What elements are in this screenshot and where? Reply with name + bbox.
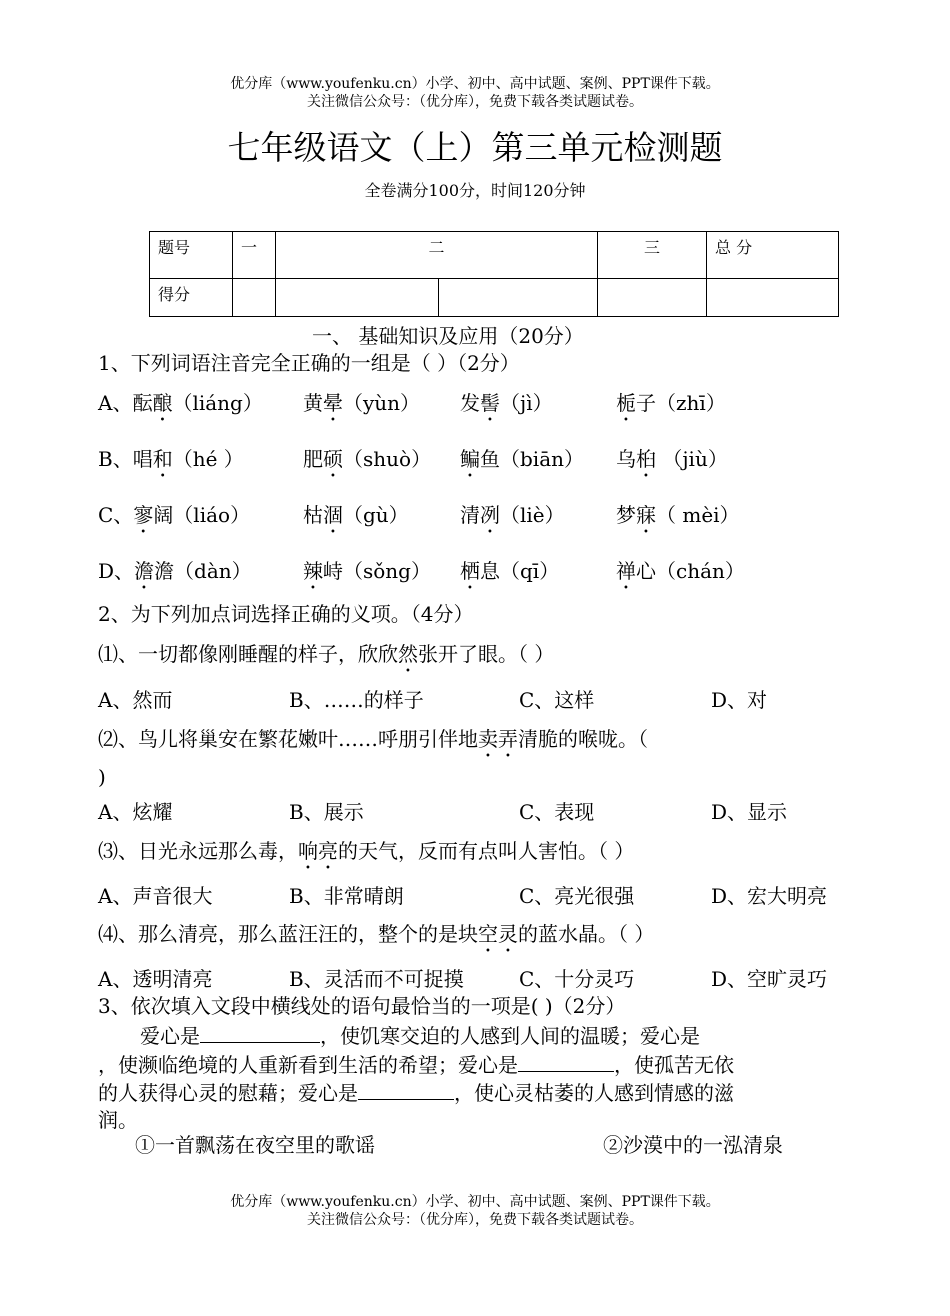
text: ⑶、日光永远那么毒， bbox=[98, 839, 298, 863]
text: 的天气，反而有点叫人害怕。（ ） bbox=[338, 839, 635, 863]
question-2-stem: 2、为下列加点词选择正确的义项。（4分） bbox=[98, 602, 474, 626]
q2-options-3 bbox=[98, 880, 827, 909]
text: （shuò） bbox=[343, 447, 432, 471]
option: D、宏大明亮 bbox=[711, 884, 828, 908]
option: D、空旷灵巧 bbox=[711, 967, 828, 991]
q1-option-c bbox=[98, 499, 740, 538]
option: D、对 bbox=[711, 688, 768, 712]
text: 黄 bbox=[303, 391, 323, 415]
dotted-word: 空灵 bbox=[478, 922, 518, 946]
text: （yùn） bbox=[343, 391, 421, 415]
option: C、这样 bbox=[519, 688, 595, 712]
dotted-word: 响亮 bbox=[298, 839, 338, 863]
score-cell[interactable] bbox=[707, 279, 839, 317]
text: 心（chán） bbox=[636, 559, 745, 583]
dotted-char: 晕 bbox=[323, 391, 343, 415]
option: C、表现 bbox=[519, 800, 595, 824]
q2-sub-1 bbox=[98, 638, 554, 677]
dotted-char: 酿 bbox=[152, 391, 173, 415]
section-heading: 一、 基础知识及应用（20分） bbox=[312, 324, 584, 348]
text: 峙（sǒng） bbox=[323, 559, 431, 583]
header-line-2: 关注微信公众号：（优分库），免费下载各类试题试卷。 bbox=[307, 94, 643, 110]
text: 鱼（biān） bbox=[480, 447, 585, 471]
dotted-char: 鳊 bbox=[460, 447, 480, 471]
text: ，使心灵枯萎的人感到情感的滋 bbox=[454, 1081, 734, 1105]
q2-sub-3 bbox=[98, 835, 634, 874]
score-cell[interactable] bbox=[276, 279, 439, 317]
text: （hé ） bbox=[172, 447, 244, 471]
text: ⑵、鸟儿将巢安在繁花嫩叶……呼朋引伴地 bbox=[98, 727, 478, 751]
score-table-row-label: 得分 bbox=[150, 279, 233, 317]
q2-sub-2 bbox=[98, 723, 648, 762]
text: 清脆的喉咙。（ bbox=[518, 727, 648, 751]
dotted-char: 髻 bbox=[480, 391, 500, 415]
question-3-stem: 3、依次填入文段中横线处的语句最恰当的一项是( )（2分） bbox=[98, 994, 626, 1018]
footer-line-1: 优分库（www.youfenku.cn）小学、初中、高中试题、案例、PPT课件下载。 bbox=[230, 1194, 720, 1210]
option: B、展示 bbox=[289, 800, 364, 824]
header-line-1: 优分库（www.youfenku.cn）小学、初中、高中试题、案例、PPT课件下载。 bbox=[230, 76, 720, 92]
text: 乌 bbox=[616, 447, 636, 471]
dotted-char: 栖 bbox=[460, 559, 480, 583]
dotted-char: 和 bbox=[152, 447, 173, 471]
text: C、 bbox=[98, 503, 134, 527]
text: 肥 bbox=[303, 447, 323, 471]
option: A、然而 bbox=[98, 688, 173, 712]
text: 子（zhī） bbox=[636, 391, 726, 415]
dotted-char: 栀 bbox=[616, 391, 636, 415]
score-table-header: 题号 bbox=[150, 232, 233, 279]
footer-line-2: 关注微信公众号：（优分库），免费下载各类试题试卷。 bbox=[307, 1212, 643, 1228]
text: （jì） bbox=[500, 391, 553, 415]
dotted-char: 澹 bbox=[134, 559, 155, 583]
text: ⑷、那么清亮，那么蓝汪汪的，整个的是块 bbox=[98, 922, 478, 946]
text: B、唱 bbox=[98, 447, 153, 471]
page-title: 七年级语文（上）第三单元检测题 bbox=[227, 128, 723, 167]
text: 澹（dàn） bbox=[154, 559, 252, 583]
q2-options-4 bbox=[98, 963, 827, 992]
score-cell[interactable] bbox=[598, 279, 707, 317]
dotted-char: 禅 bbox=[616, 559, 636, 583]
dotted-char: 硕 bbox=[323, 447, 343, 471]
q3-option-2: ②沙漠中的一泓清泉 bbox=[603, 1133, 783, 1157]
text: 梦 bbox=[616, 503, 636, 527]
q2-sub-2-cont: ) bbox=[98, 765, 106, 789]
text: （liè） bbox=[500, 503, 565, 527]
text: （jiù） bbox=[656, 447, 728, 471]
score-table-header: 一 bbox=[233, 232, 276, 279]
fill-blank[interactable] bbox=[518, 1053, 614, 1072]
option: D、显示 bbox=[711, 800, 788, 824]
dotted-word: 卖弄 bbox=[478, 727, 518, 751]
question-1-stem: 1、下列词语注音完全正确的一组是（ ）（2分） bbox=[98, 351, 520, 375]
text: D、 bbox=[98, 559, 135, 583]
dotted-char: 寐 bbox=[636, 503, 656, 527]
text: ，使饥寒交迫的人感到人间的温暖；爱心是 bbox=[320, 1024, 700, 1048]
q3-passage-line-3 bbox=[98, 1077, 734, 1106]
exam-info: 全卷满分100分，时间120分钟 bbox=[364, 181, 586, 200]
score-cell[interactable] bbox=[439, 279, 598, 317]
text: 发 bbox=[460, 391, 480, 415]
q3-passage-line-1 bbox=[140, 1020, 700, 1049]
option: A、透明清亮 bbox=[98, 967, 213, 991]
dotted-char: 辣 bbox=[303, 559, 323, 583]
option: A、炫耀 bbox=[98, 800, 173, 824]
q3-option-1: ①一首飘荡在夜空里的歌谣 bbox=[135, 1133, 375, 1157]
score-table bbox=[149, 231, 839, 317]
option: C、十分灵巧 bbox=[519, 967, 635, 991]
q2-options-1 bbox=[98, 684, 767, 713]
fill-blank[interactable] bbox=[358, 1081, 454, 1100]
q3-passage-line-4: 润。 bbox=[98, 1108, 138, 1132]
option: B、……的样子 bbox=[289, 688, 424, 712]
score-table-header: 三 bbox=[598, 232, 707, 279]
dotted-word: 然 bbox=[398, 642, 418, 666]
q2-options-2 bbox=[98, 796, 787, 825]
text: 枯 bbox=[303, 503, 323, 527]
score-table-header: 总 分 bbox=[707, 232, 839, 279]
q3-passage-line-2 bbox=[98, 1049, 734, 1078]
option: B、灵活而不可捉摸 bbox=[289, 967, 464, 991]
text: ，使孤苦无依 bbox=[614, 1053, 734, 1077]
q2-sub-4 bbox=[98, 918, 654, 957]
option: A、声音很大 bbox=[98, 884, 213, 908]
dotted-char: 寥 bbox=[133, 503, 154, 527]
dotted-char: 桕 bbox=[636, 447, 656, 471]
text: （gù） bbox=[343, 503, 409, 527]
text: ⑴、一切都像刚睡醒的样子，欣欣 bbox=[98, 642, 398, 666]
option: C、亮光很强 bbox=[519, 884, 635, 908]
q1-option-b bbox=[98, 443, 728, 482]
score-cell[interactable] bbox=[233, 279, 276, 317]
text: A、酝 bbox=[98, 391, 153, 415]
option: B、非常晴朗 bbox=[289, 884, 404, 908]
q1-option-d bbox=[98, 555, 745, 594]
text: 的人获得心灵的慰藉；爱心是 bbox=[98, 1081, 358, 1105]
text: 爱心是 bbox=[140, 1024, 200, 1048]
dotted-char: 涸 bbox=[323, 503, 343, 527]
fill-blank[interactable] bbox=[200, 1024, 320, 1043]
q1-option-a bbox=[98, 387, 726, 426]
score-table-header: 二 bbox=[276, 232, 598, 279]
text: 张开了眼。（ ） bbox=[418, 642, 555, 666]
text: 的蓝水晶。（ ） bbox=[518, 922, 655, 946]
text: 息（qī） bbox=[480, 559, 560, 583]
text: 阔（liáo） bbox=[153, 503, 251, 527]
text: （ mèi） bbox=[656, 503, 740, 527]
dotted-char: 冽 bbox=[480, 503, 500, 527]
text: 清 bbox=[460, 503, 480, 527]
text: （liáng） bbox=[172, 391, 263, 415]
text: ，使濒临绝境的人重新看到生活的希望；爱心是 bbox=[98, 1053, 518, 1077]
